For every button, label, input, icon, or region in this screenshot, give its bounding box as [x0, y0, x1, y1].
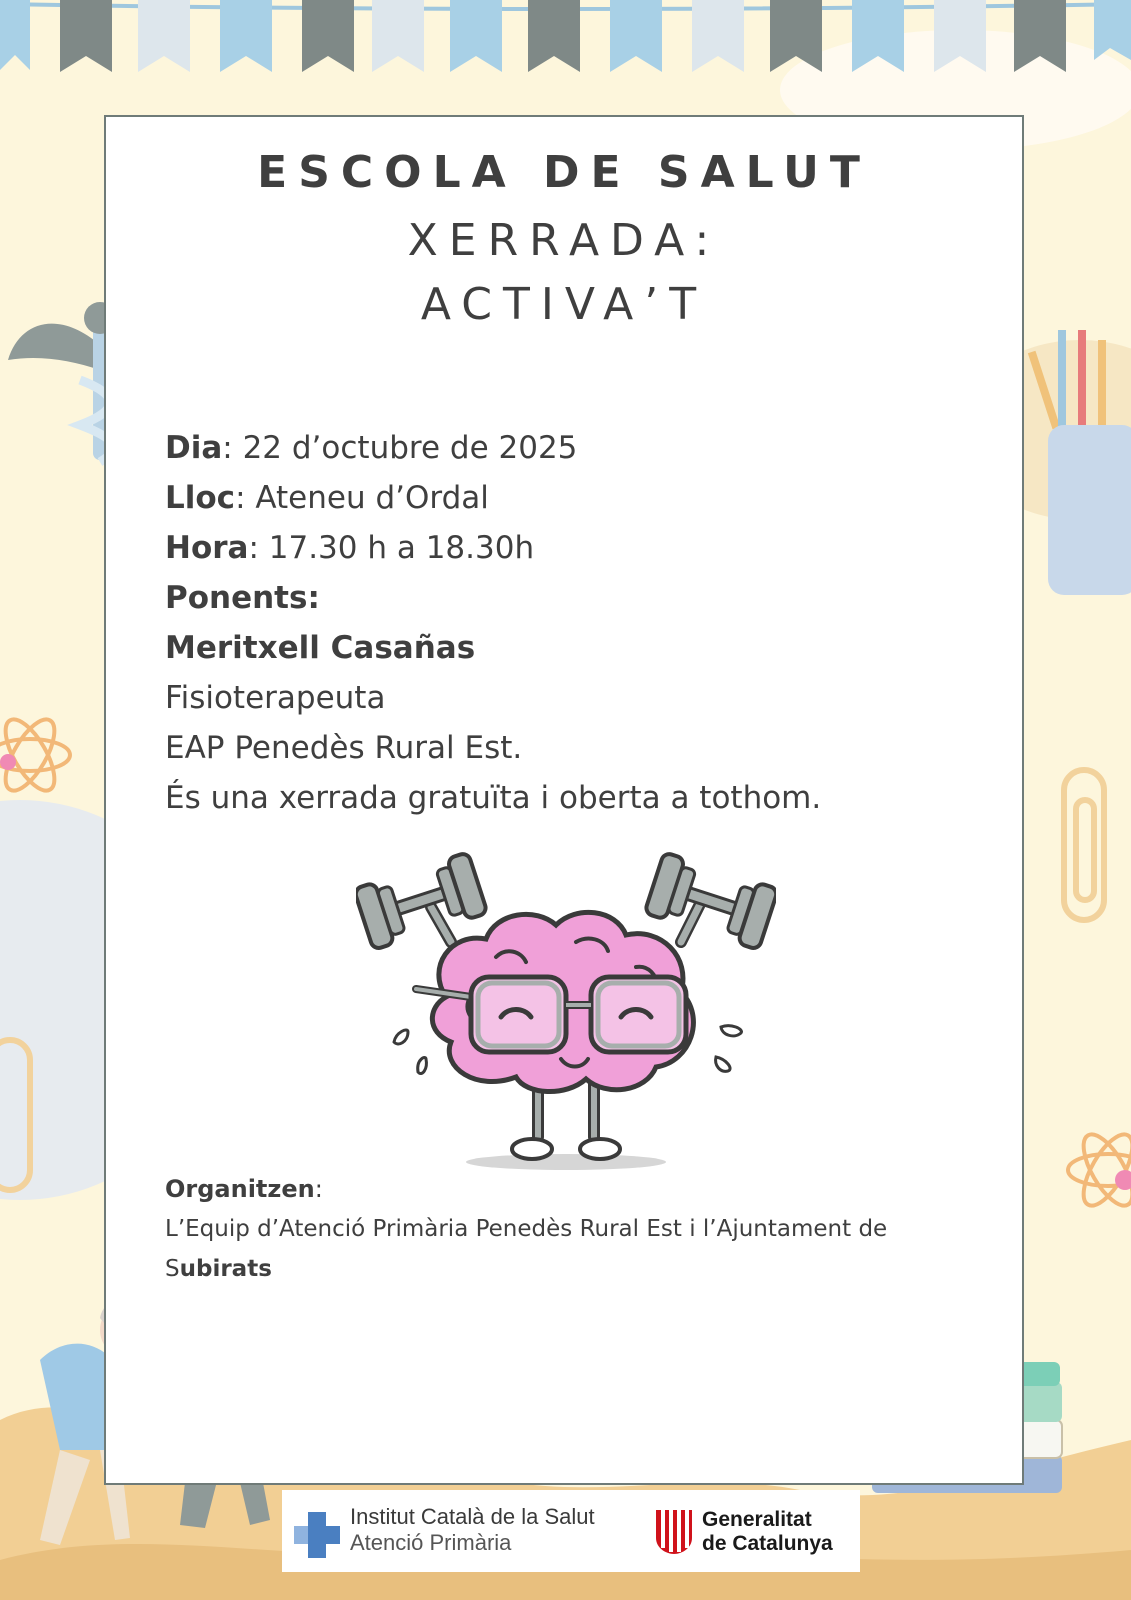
generalitat-line2: de Catalunya: [702, 1532, 833, 1555]
time-line: [165, 523, 821, 573]
organizers-colon: :: [314, 1175, 323, 1203]
organizers-label: Organitzen: [165, 1175, 315, 1203]
free-note: És una xerrada gratuïta i oberta a tothom.: [165, 780, 822, 816]
footer-logos: [282, 1490, 860, 1572]
time-value: : 17.30 h a 18.30h: [248, 530, 535, 566]
talk-label: XERRADA:: [407, 215, 721, 266]
organizers-line2-prefix: S: [165, 1256, 180, 1282]
organizers-line1: L’Equip d’Atenció Primària Penedès Rural Est i l’Ajuntament de: [165, 1216, 888, 1242]
organizers: [165, 1169, 887, 1289]
poster-card: [104, 115, 1024, 1485]
organizers-heading: [165, 1169, 887, 1209]
page-title: ESCOLA DE SALUT: [257, 147, 871, 198]
time-label: Hora: [165, 530, 249, 566]
generalitat-line1: Generalitat: [702, 1508, 812, 1531]
organizers-line2: [165, 1249, 887, 1289]
talk-title: ACTIVA’T: [420, 279, 708, 330]
ics-cross-icon: [292, 1510, 342, 1560]
event-details: [165, 423, 821, 823]
speaker-name: Meritxell Casañas: [165, 630, 476, 666]
speaker-role: Fisioterapeuta: [165, 680, 386, 716]
ics-name: Institut Català de la Salut: [350, 1504, 595, 1529]
ics-logo: [290, 1502, 620, 1562]
speakers-label: Ponents:: [165, 580, 320, 616]
speakers-label-line: [165, 573, 821, 623]
speaker-team: EAP Penedès Rural Est.: [165, 730, 523, 766]
date-line: [165, 423, 821, 473]
place-value: : Ateneu d’Ordal: [235, 480, 489, 516]
date-value: : 22 d’octubre de 2025: [222, 430, 578, 466]
ics-subtitle: Atenció Primària: [350, 1530, 512, 1555]
speaker-name-line: [165, 623, 821, 673]
place-line: [165, 473, 821, 523]
generalitat-logo: [654, 1504, 854, 1564]
brain-dumbbell-illustration: [356, 847, 776, 1177]
place-label: Lloc: [165, 480, 236, 516]
generalitat-emblem-icon: [654, 1508, 694, 1556]
organizers-line2-bold: ubirats: [179, 1256, 272, 1282]
date-label: Dia: [165, 430, 223, 466]
